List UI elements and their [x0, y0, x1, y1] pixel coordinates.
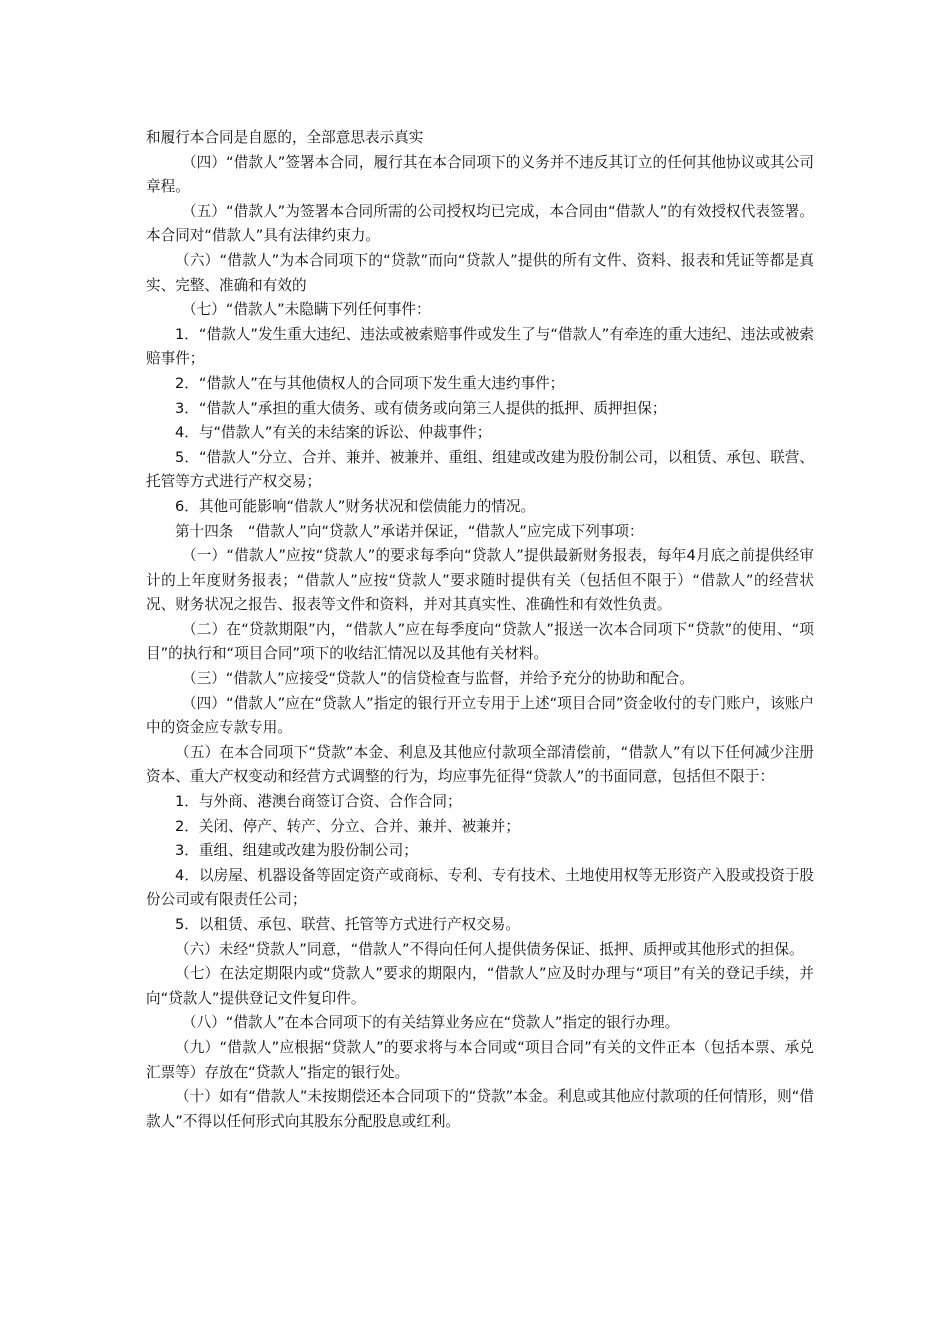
- paragraph: （六）“借款人”为本合同项下的“贷款”而向“贷款人”提供的所有文件、资料、报表和凭证等都是真实、完整、准确和有效的: [146, 251, 814, 294]
- paragraph: 5．以租赁、承包、联营、托管等方式进行产权交易。: [175, 916, 520, 933]
- paragraph: 和履行本合同是自愿的，全部意思表示真实: [146, 129, 424, 146]
- paragraph: 2．关闭、停产、转产、分立、合并、兼并、被兼并；: [175, 817, 520, 835]
- paragraph: （八）“借款人”在本合同项下的有关结算业务应在“贷款人”指定的银行办理。: [182, 1014, 680, 1032]
- document-body: [146, 126, 814, 1134]
- paragraph: 3．重组、组建或改建为股份制公司；: [175, 842, 418, 860]
- paragraph: 1．“借款人”发生重大违纪、违法或被索赔事件或发生了与“借款人”有牵连的重大违纪、违法或被索赔事件；: [146, 325, 814, 368]
- paragraph: （三）“借款人”应接受“贷款人”的信贷检查与监督，并给予充分的协助和配合。: [182, 670, 694, 688]
- paragraph: 3．“借款人”承担的重大债务、或有债务或向第三人提供的抵押、质押担保；: [175, 399, 667, 417]
- paragraph: （十）如有“借款人”未按期偿还本合同项下的“贷款”本金。利息或其他应付款项的任何情形，则“借款人”不得以任何形式向其股东分配股息或红利。: [146, 1088, 814, 1130]
- paragraph: 1．与外商、港澳台商签订合资、合作合同；: [175, 793, 462, 811]
- paragraph: 4．与“借款人”有关的未结案的诉讼、仲裁事件；: [175, 424, 492, 442]
- paragraph: （四）“借款人”签署本合同，履行其在本合同项下的义务并不违反其订立的任何其他协议或其公司章程。: [146, 153, 814, 196]
- paragraph: 5．“借款人”分立、合并、兼并、被兼并、重组、组建或改建为股份制公司，以租赁、承包、联营、托管等方式进行产权交易；: [146, 448, 814, 491]
- paragraph: （五）“借款人”为签署本合同所需的公司授权均已完成，本合同由“借款人”的有效授权代表签署。本合同对“借款人”具有法律约束力。: [146, 202, 814, 245]
- paragraph: 6．其他可能影响“借款人”财务状况和偿债能力的情况。: [175, 497, 536, 515]
- paragraph: （二）在“贷款期限”内，“借款人”应在每季度向“贷款人”报送一次本合同项下“贷款”的使用、“项目”的执行和“项目合同”项下的收结汇情况以及其他有关材料。: [146, 620, 814, 663]
- paragraph: （七）在法定期限内或“贷款人”要求的期限内，“借款人”应及时办理与“项目”有关的登记手续，并向“贷款人”提供登记文件复印件。: [146, 965, 814, 1007]
- paragraph: （五）在本合同项下“贷款”本金、利息及其他应付款项全部清偿前，“借款人”有以下任何减少注册资本、重大产权变动和经营方式调整的行为，均应事先征得“贷款人”的书面同意，包括但不限于：: [146, 743, 814, 786]
- paragraph: 2．“借款人”在与其他债权人的合同项下发生重大违约事件；: [175, 374, 565, 392]
- paragraph: （四）“借款人”应在“贷款人”指定的银行开立专用于上述“项目合同”资金收付的专门账户，该账户中的资金应专款专用。: [146, 694, 814, 737]
- paragraph: 第十四条 “借款人”向“贷款人”承诺并保证，“借款人”应完成下列事项：: [175, 522, 644, 540]
- paragraph: （七）“借款人”未隐瞒下列任何事件：: [182, 301, 431, 319]
- paragraph: （六）未经“贷款人”同意，“借款人”不得向任何人提供债务保证、抵押、质押或其他形式的担保。: [175, 940, 804, 958]
- paragraph: （一）“借款人”应按“贷款人”的要求每季向“贷款人”提供最新财务报表，每年4月底之前提供经审计的上年度财务报表；“借款人”应按“贷款人”要求随时提供有关（包括但不限于）“借款人”的经营状况、财务状况之报告、报表等文件和资料，并对其真实性、准确性和有效性负责。: [146, 547, 814, 614]
- paragraph: （九）“借款人”应根据“贷款人”的要求将与本合同或“项目合同”有关的文件正本（包括本票、承兑汇票等）存放在“贷款人”指定的银行处。: [146, 1038, 814, 1081]
- paragraph: 4．以房屋、机器设备等固定资产或商标、专利、专有技术、土地使用权等无形资产入股或投资于股份公司或有限责任公司；: [146, 866, 814, 909]
